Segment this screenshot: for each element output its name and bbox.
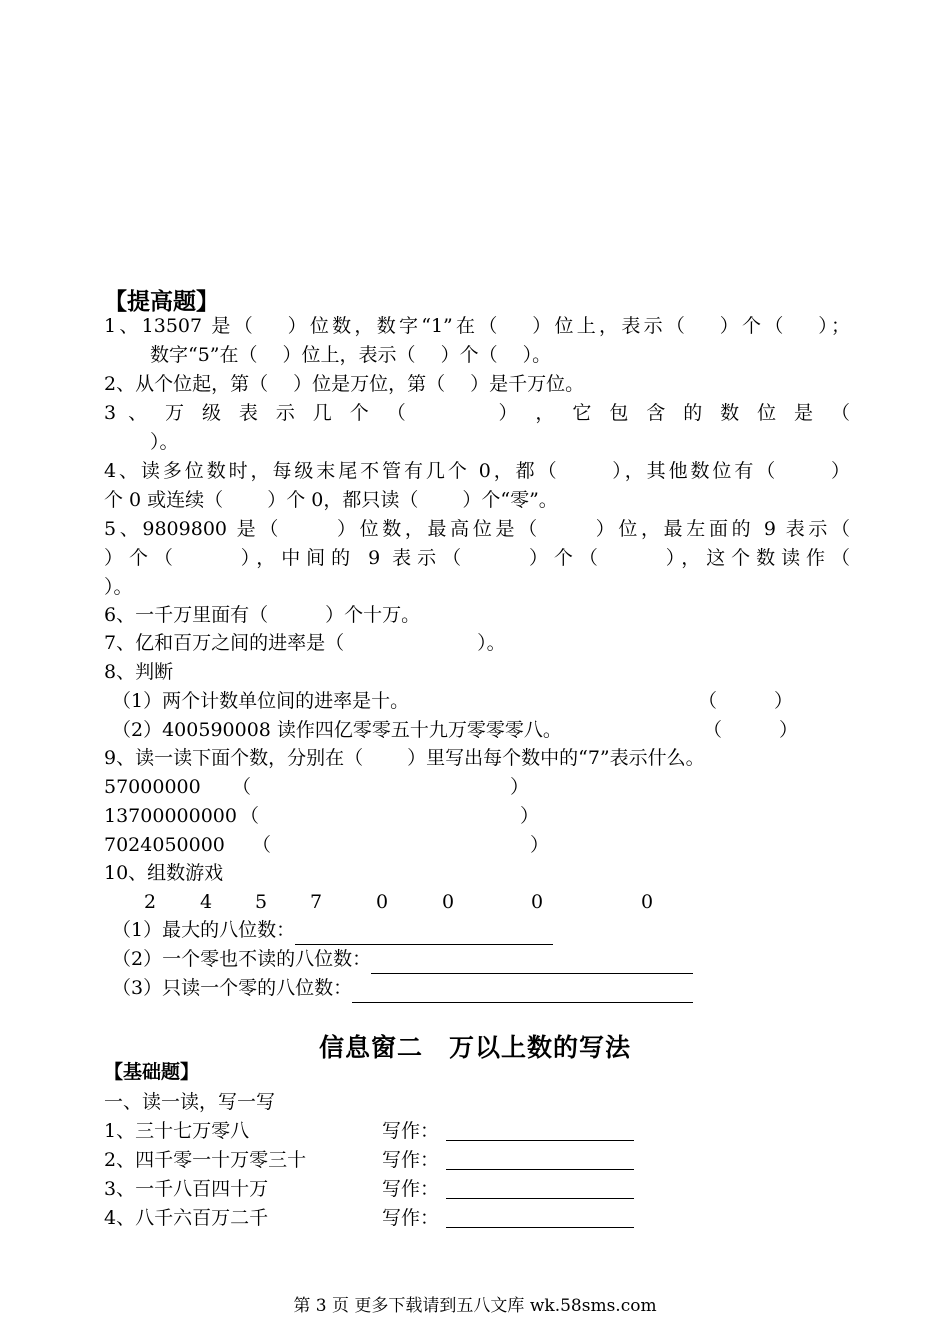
question-8-title: 8、判断 xyxy=(104,661,174,683)
write-item-4-label: 写作： xyxy=(382,1207,440,1229)
write-item-2-label: 写作： xyxy=(382,1149,440,1171)
question-10-title: 10、组数游戏 xyxy=(104,862,224,884)
judgement-item-2-answer-parens: （ ） xyxy=(703,719,799,741)
q10-item-2-answer-blank[interactable] xyxy=(371,953,693,974)
digit-card: 0 xyxy=(376,891,389,913)
write-item-1-answer-blank[interactable] xyxy=(446,1120,634,1141)
digit-card: 0 xyxy=(531,891,544,913)
question-6: 6、一千万里面有（ ）个十万。 xyxy=(104,604,421,626)
digit-card: 2 xyxy=(144,891,157,913)
write-item-2-answer-blank[interactable] xyxy=(446,1149,634,1170)
q10-item-3-answer-blank[interactable] xyxy=(352,982,693,1003)
question-3-line-2: ）。 xyxy=(150,431,179,453)
q9-open-paren-2: （ xyxy=(240,805,260,827)
question-5-line-2: ）个（ ），中间的 9 表示（ ）个（ ），这个数读作（ xyxy=(104,547,850,569)
q10-item-3-label: （3）只读一个零的八位数： xyxy=(112,977,353,999)
question-3-line-1: 3 、 万 级 表 示 几 个 （ ） ， 它 包 含 的 数 位 是 （ xyxy=(104,402,850,424)
q10-item-1 xyxy=(112,916,850,945)
write-item-1: 1、三十七万零八 xyxy=(104,1120,250,1142)
page-footer: 第 3 页 更多下载请到五八文库 wk.58sms.com xyxy=(293,1296,657,1316)
q9-close-paren-2: ） xyxy=(520,805,540,827)
q9-open-paren-3: （ xyxy=(252,834,272,856)
digit-card: 7 xyxy=(310,891,323,913)
write-item-3: 3、一千八百四十万 xyxy=(104,1178,269,1200)
q9-close-paren-3: ） xyxy=(530,834,550,856)
part-1-title: 一、读一读，写一写 xyxy=(104,1091,276,1113)
q10-item-1-label: （1）最大的八位数： xyxy=(112,919,296,941)
q10-item-3 xyxy=(112,974,850,1003)
question-7: 7、亿和百万之间的进率是（ ）。 xyxy=(104,632,506,654)
question-4-line-1: 4、读多位数时，每级末尾不管有几个 0，都（ ），其他数位有（ ） xyxy=(104,460,850,482)
q10-item-2-label: （2）一个零也不读的八位数： xyxy=(112,948,372,970)
digit-card: 4 xyxy=(200,891,213,913)
q9-open-paren-1: （ xyxy=(232,776,252,798)
question-4-line-2: 个 0 或连续（ ）个 0，都只读（ ）个“零”。 xyxy=(104,489,558,511)
q10-item-1-answer-blank[interactable] xyxy=(295,924,553,945)
question-5-line-1: 5、9809800 是（ ）位数，最高位是（ ）位，最左面的 9 表示（ xyxy=(104,518,850,540)
question-1-line-1: 1、13507 是（ ）位数，数字“1”在（ ）位上，表示（ ）个（ ）； xyxy=(104,315,850,337)
q9-close-paren-1: ） xyxy=(510,776,530,798)
window-2-title: 信息窗二 万以上数的写法 xyxy=(318,1033,631,1062)
q10-item-2 xyxy=(112,945,850,974)
section-basic-heading: 【基础题】 xyxy=(104,1061,200,1083)
write-item-3-answer-blank[interactable] xyxy=(446,1178,634,1199)
q9-number-3: 7024050000 xyxy=(104,834,225,856)
q9-number-1: 57000000 xyxy=(104,776,201,798)
judgement-item-1-answer-parens: （ ） xyxy=(698,690,794,712)
write-item-4: 4、八千六百万二千 xyxy=(104,1207,269,1229)
write-item-2: 2、四千零一十万零三十 xyxy=(104,1149,307,1171)
digit-card: 0 xyxy=(641,891,654,913)
judgement-item-1: （1）两个计数单位间的进率是十。 xyxy=(112,690,410,712)
write-item-4-answer-blank[interactable] xyxy=(446,1207,634,1228)
digit-card: 0 xyxy=(442,891,455,913)
write-item-3-label: 写作： xyxy=(382,1178,440,1200)
section-advanced-heading: 【提高题】 xyxy=(104,288,219,315)
judgement-item-2: （2）400590008 读作四亿零零五十九万零零零八。 xyxy=(112,719,562,741)
question-5-line-3: ）。 xyxy=(104,576,133,598)
q9-number-2: 13700000000 xyxy=(104,805,237,827)
question-9-title: 9、读一读下面个数，分别在（ ）里写出每个数中的“7”表示什么。 xyxy=(104,747,705,769)
write-item-1-label: 写作： xyxy=(382,1120,440,1142)
digit-card: 5 xyxy=(255,891,268,913)
question-1-line-2: 数字“5”在（ ）位上，表示（ ）个（ ）。 xyxy=(150,344,552,366)
question-2: 2、从个位起，第（ ）位是万位，第（ ）是千万位。 xyxy=(104,373,585,395)
